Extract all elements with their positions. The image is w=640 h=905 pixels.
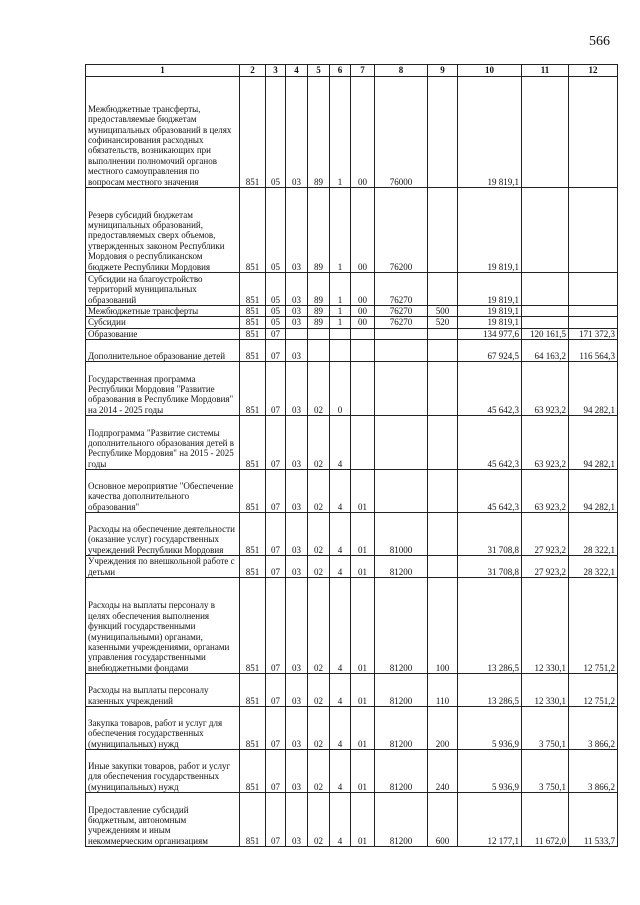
row-name: Межбюджетные трансферты	[88, 306, 199, 316]
table-row	[86, 306, 618, 317]
column-header: 1	[86, 65, 240, 77]
cell-c4: 03	[286, 707, 308, 750]
cell-c2: 851	[240, 793, 266, 847]
cell-c6: 4	[330, 470, 351, 513]
cell-c11	[522, 77, 569, 188]
cell-c11: 27 923,2	[522, 556, 569, 578]
row-name: Образование	[88, 328, 138, 339]
cell-c12: 94 282,1	[569, 416, 618, 470]
cell-c5: 02	[308, 578, 330, 674]
cell-c6: 4	[330, 416, 351, 470]
cell-c12: 11 533,7	[569, 793, 618, 847]
cell-c3: 07	[266, 674, 286, 707]
cell-c7: 01	[351, 513, 375, 556]
cell-c11	[522, 317, 569, 328]
cell-c7: 01	[351, 470, 375, 513]
row-name: Расходы на выплаты персоналу казенных учреждений	[88, 685, 209, 706]
row-name: Расходы на обеспечение деятельности (оказание услуг) государственных учреждений Республики Мордовия	[88, 524, 235, 555]
cell-c3: 07	[266, 556, 286, 578]
table-row	[86, 750, 618, 793]
cell-c9	[428, 328, 458, 339]
cell-c2: 851	[240, 707, 266, 750]
cell-c7: 00	[351, 317, 375, 328]
cell-c12: 3 866,2	[569, 707, 618, 750]
row-name: Основное мероприятие "Обеспечение качества дополнительного образования"	[88, 481, 234, 512]
cell-c10: 12 177,1	[458, 793, 522, 847]
cell-c12: 12 751,2	[569, 578, 618, 674]
row-name-cell	[86, 362, 240, 416]
cell-c12: 28 322,1	[569, 513, 618, 556]
column-header: 8	[375, 65, 428, 77]
cell-c8: 76270	[375, 306, 428, 317]
cell-c2: 851	[240, 513, 266, 556]
cell-c7: 01	[351, 674, 375, 707]
cell-c3: 05	[266, 306, 286, 317]
cell-c12: 171 372,3	[569, 328, 618, 339]
row-name-cell	[86, 578, 240, 674]
row-name: Межбюджетные трансферты, предоставляемые бюджетам муниципальных образований в целях софинансирования расходных обязательств, возникающих при выполнении полномочий органов местного самоуправления по вопросам местного значения	[88, 103, 232, 187]
column-header: 2	[240, 65, 266, 77]
cell-c8: 76270	[375, 317, 428, 328]
cell-c3: 07	[266, 328, 286, 339]
cell-c6: 1	[330, 317, 351, 328]
row-name-cell	[86, 306, 240, 317]
cell-c9: 600	[428, 793, 458, 847]
cell-c7	[351, 416, 375, 470]
cell-c2: 851	[240, 674, 266, 707]
row-name-cell	[86, 707, 240, 750]
cell-c9: 240	[428, 750, 458, 793]
row-name: Субсидии	[88, 317, 126, 328]
table-row	[86, 578, 618, 674]
cell-c4: 03	[286, 188, 308, 273]
cell-c5	[308, 340, 330, 362]
cell-c10: 13 286,5	[458, 674, 522, 707]
page-number: 566	[589, 34, 610, 49]
cell-c5: 02	[308, 707, 330, 750]
cell-c10: 45 642,3	[458, 416, 522, 470]
cell-c2: 851	[240, 317, 266, 328]
cell-c12: 94 282,1	[569, 470, 618, 513]
cell-c4: 03	[286, 416, 308, 470]
cell-c10: 67 924,5	[458, 340, 522, 362]
cell-c3: 07	[266, 513, 286, 556]
cell-c10: 5 936,9	[458, 707, 522, 750]
cell-c5: 02	[308, 674, 330, 707]
cell-c9	[428, 273, 458, 306]
cell-c7	[351, 328, 375, 339]
cell-c8	[375, 340, 428, 362]
cell-c3: 07	[266, 416, 286, 470]
cell-c4: 03	[286, 750, 308, 793]
row-name: Расходы на выплаты персоналу в целях обеспечения выполнения функций государственными (муниципальными) органами, казенными учреждениями, органами управления государственными внебюджетными фондами	[88, 600, 230, 673]
cell-c9	[428, 556, 458, 578]
cell-c4: 03	[286, 513, 308, 556]
cell-c11: 27 923,2	[522, 513, 569, 556]
cell-c9: 100	[428, 578, 458, 674]
cell-c5: 89	[308, 77, 330, 188]
cell-c10: 19 819,1	[458, 188, 522, 273]
cell-c12: 28 322,1	[569, 556, 618, 578]
cell-c10: 45 642,3	[458, 470, 522, 513]
cell-c8: 76000	[375, 77, 428, 188]
cell-c8: 76200	[375, 188, 428, 273]
cell-c12	[569, 188, 618, 273]
cell-c4: 03	[286, 793, 308, 847]
row-name: Иные закупки товаров, работ и услуг для обеспечения государственных (муниципальных) нужд	[88, 761, 231, 792]
row-name-cell	[86, 674, 240, 707]
column-header: 5	[308, 65, 330, 77]
cell-c8: 81200	[375, 707, 428, 750]
cell-c9	[428, 362, 458, 416]
table-body	[86, 77, 618, 847]
cell-c11: 3 750,1	[522, 707, 569, 750]
cell-c12: 12 751,2	[569, 674, 618, 707]
cell-c2: 851	[240, 416, 266, 470]
cell-c4: 03	[286, 674, 308, 707]
cell-c4: 03	[286, 470, 308, 513]
cell-c5: 89	[308, 306, 330, 317]
column-header: 4	[286, 65, 308, 77]
cell-c5: 02	[308, 416, 330, 470]
cell-c6: 4	[330, 674, 351, 707]
column-header: 12	[569, 65, 618, 77]
cell-c6: 4	[330, 707, 351, 750]
column-header: 7	[351, 65, 375, 77]
cell-c11: 120 161,5	[522, 328, 569, 339]
table-row	[86, 362, 618, 416]
cell-c2: 851	[240, 470, 266, 513]
cell-c11: 63 923,2	[522, 470, 569, 513]
cell-c2: 851	[240, 750, 266, 793]
table-header-row	[86, 65, 618, 77]
cell-c2: 851	[240, 77, 266, 188]
cell-c6: 1	[330, 306, 351, 317]
table-row	[86, 513, 618, 556]
cell-c9	[428, 513, 458, 556]
cell-c3: 05	[266, 317, 286, 328]
table-row	[86, 416, 618, 470]
cell-c12	[569, 317, 618, 328]
cell-c6: 1	[330, 273, 351, 306]
cell-c12	[569, 77, 618, 188]
table-row	[86, 188, 618, 273]
cell-c4	[286, 328, 308, 339]
cell-c6: 4	[330, 513, 351, 556]
cell-c5: 89	[308, 317, 330, 328]
cell-c9	[428, 470, 458, 513]
row-name-cell	[86, 416, 240, 470]
cell-c10: 31 708,8	[458, 556, 522, 578]
cell-c7	[351, 340, 375, 362]
cell-c7: 00	[351, 273, 375, 306]
table-row	[86, 707, 618, 750]
cell-c6: 4	[330, 556, 351, 578]
cell-c5	[308, 328, 330, 339]
cell-c11: 64 163,2	[522, 340, 569, 362]
cell-c7: 00	[351, 306, 375, 317]
cell-c2: 851	[240, 578, 266, 674]
cell-c3: 05	[266, 77, 286, 188]
row-name: Государственная программа Республики Мордовия "Развитие образования в Республике Мордовия" на 2014 - 2025 годы	[88, 373, 234, 415]
cell-c3: 07	[266, 362, 286, 416]
cell-c11: 11 672,0	[522, 793, 569, 847]
cell-c2: 851	[240, 556, 266, 578]
cell-c6	[330, 340, 351, 362]
cell-c6: 1	[330, 77, 351, 188]
cell-c12	[569, 273, 618, 306]
cell-c6	[330, 328, 351, 339]
cell-c3: 07	[266, 470, 286, 513]
cell-c7: 01	[351, 793, 375, 847]
row-name-cell	[86, 340, 240, 362]
cell-c6: 4	[330, 750, 351, 793]
column-header: 11	[522, 65, 569, 77]
cell-c3: 07	[266, 750, 286, 793]
row-name-cell	[86, 77, 240, 188]
cell-c5: 02	[308, 750, 330, 793]
cell-c7: 01	[351, 750, 375, 793]
cell-c5: 89	[308, 188, 330, 273]
cell-c4: 03	[286, 578, 308, 674]
cell-c8: 76270	[375, 273, 428, 306]
cell-c5: 02	[308, 362, 330, 416]
row-name: Предоставление субсидий бюджетным, автономным учреждениям и иным некоммерческим организациям	[88, 804, 208, 846]
cell-c9	[428, 340, 458, 362]
cell-c5: 89	[308, 273, 330, 306]
cell-c5: 02	[308, 513, 330, 556]
cell-c3: 07	[266, 707, 286, 750]
column-header: 3	[266, 65, 286, 77]
cell-c4: 03	[286, 317, 308, 328]
cell-c12: 94 282,1	[569, 362, 618, 416]
budget-table	[85, 64, 618, 847]
cell-c11: 12 330,1	[522, 674, 569, 707]
cell-c8: 81000	[375, 513, 428, 556]
cell-c7: 01	[351, 707, 375, 750]
row-name: Дополнительное образование детей	[88, 350, 226, 361]
cell-c12	[569, 306, 618, 317]
cell-c6: 1	[330, 188, 351, 273]
cell-c11: 63 923,2	[522, 362, 569, 416]
cell-c3: 07	[266, 793, 286, 847]
row-name: Субсидии на благоустройство территорий муниципальных образований	[88, 273, 203, 305]
cell-c4: 03	[286, 77, 308, 188]
cell-c10: 19 819,1	[458, 306, 522, 317]
table-row	[86, 340, 618, 362]
cell-c9: 200	[428, 707, 458, 750]
cell-c10: 19 819,1	[458, 317, 522, 328]
cell-c3: 07	[266, 340, 286, 362]
cell-c10: 134 977,6	[458, 328, 522, 339]
column-header: 10	[458, 65, 522, 77]
row-name-cell	[86, 513, 240, 556]
cell-c7: 01	[351, 578, 375, 674]
cell-c5: 02	[308, 556, 330, 578]
table-row	[86, 674, 618, 707]
table-row	[86, 328, 618, 339]
cell-c10: 5 936,9	[458, 750, 522, 793]
cell-c4: 03	[286, 273, 308, 306]
cell-c6: 4	[330, 578, 351, 674]
cell-c2: 851	[240, 306, 266, 317]
table-row	[86, 317, 618, 328]
cell-c10: 19 819,1	[458, 77, 522, 188]
cell-c9: 500	[428, 306, 458, 317]
table-row	[86, 77, 618, 188]
table-row	[86, 470, 618, 513]
row-name-cell	[86, 556, 240, 578]
table-row	[86, 793, 618, 847]
cell-c2: 851	[240, 340, 266, 362]
cell-c11: 3 750,1	[522, 750, 569, 793]
cell-c9: 520	[428, 317, 458, 328]
cell-c3: 05	[266, 273, 286, 306]
cell-c9	[428, 188, 458, 273]
cell-c8: 81200	[375, 578, 428, 674]
row-name-cell	[86, 750, 240, 793]
cell-c2: 851	[240, 362, 266, 416]
cell-c8	[375, 362, 428, 416]
cell-c2: 851	[240, 328, 266, 339]
cell-c11: 63 923,2	[522, 416, 569, 470]
cell-c10: 31 708,8	[458, 513, 522, 556]
row-name: Закупка товаров, работ и услуг для обеспечения государственных (муниципальных) нужд	[88, 718, 223, 749]
cell-c11	[522, 188, 569, 273]
cell-c7: 00	[351, 77, 375, 188]
row-name-cell	[86, 273, 240, 306]
cell-c4: 03	[286, 306, 308, 317]
column-header: 6	[330, 65, 351, 77]
cell-c8: 81200	[375, 674, 428, 707]
row-name: Подпрограмма "Развитие системы дополнительного образования детей в Республике Мордовия" на 2015 - 2025 годы	[88, 427, 234, 469]
cell-c4: 03	[286, 556, 308, 578]
row-name: Резерв субсидий бюджетам муниципальных образований, предоставляемых сверх объемов, утвержденных законом Республики Мордовия о республиканском бюджете Республики Мордовия	[88, 209, 225, 272]
cell-c3: 05	[266, 188, 286, 273]
cell-c8	[375, 470, 428, 513]
cell-c11	[522, 306, 569, 317]
row-name-cell	[86, 470, 240, 513]
cell-c4: 03	[286, 340, 308, 362]
row-name-cell	[86, 317, 240, 328]
cell-c2: 851	[240, 273, 266, 306]
row-name-cell	[86, 188, 240, 273]
cell-c6: 0	[330, 362, 351, 416]
cell-c5: 02	[308, 470, 330, 513]
cell-c9: 110	[428, 674, 458, 707]
cell-c12: 116 564,3	[569, 340, 618, 362]
cell-c9	[428, 416, 458, 470]
cell-c10: 19 819,1	[458, 273, 522, 306]
cell-c6: 4	[330, 793, 351, 847]
cell-c11	[522, 273, 569, 306]
table-row	[86, 273, 618, 306]
cell-c10: 45 642,3	[458, 362, 522, 416]
row-name: Учреждения по внешкольной работе с детьми	[88, 556, 235, 577]
cell-c10: 13 286,5	[458, 578, 522, 674]
cell-c5: 02	[308, 793, 330, 847]
cell-c7: 00	[351, 188, 375, 273]
cell-c8	[375, 328, 428, 339]
cell-c8: 81200	[375, 793, 428, 847]
table-row	[86, 556, 618, 578]
cell-c3: 07	[266, 578, 286, 674]
cell-c8: 81200	[375, 556, 428, 578]
cell-c4: 03	[286, 362, 308, 416]
row-name-cell	[86, 328, 240, 339]
cell-c9	[428, 77, 458, 188]
column-header: 9	[428, 65, 458, 77]
cell-c11: 12 330,1	[522, 578, 569, 674]
cell-c8	[375, 416, 428, 470]
cell-c7	[351, 362, 375, 416]
cell-c8: 81200	[375, 750, 428, 793]
cell-c12: 3 866,2	[569, 750, 618, 793]
cell-c7: 01	[351, 556, 375, 578]
cell-c2: 851	[240, 188, 266, 273]
row-name-cell	[86, 793, 240, 847]
